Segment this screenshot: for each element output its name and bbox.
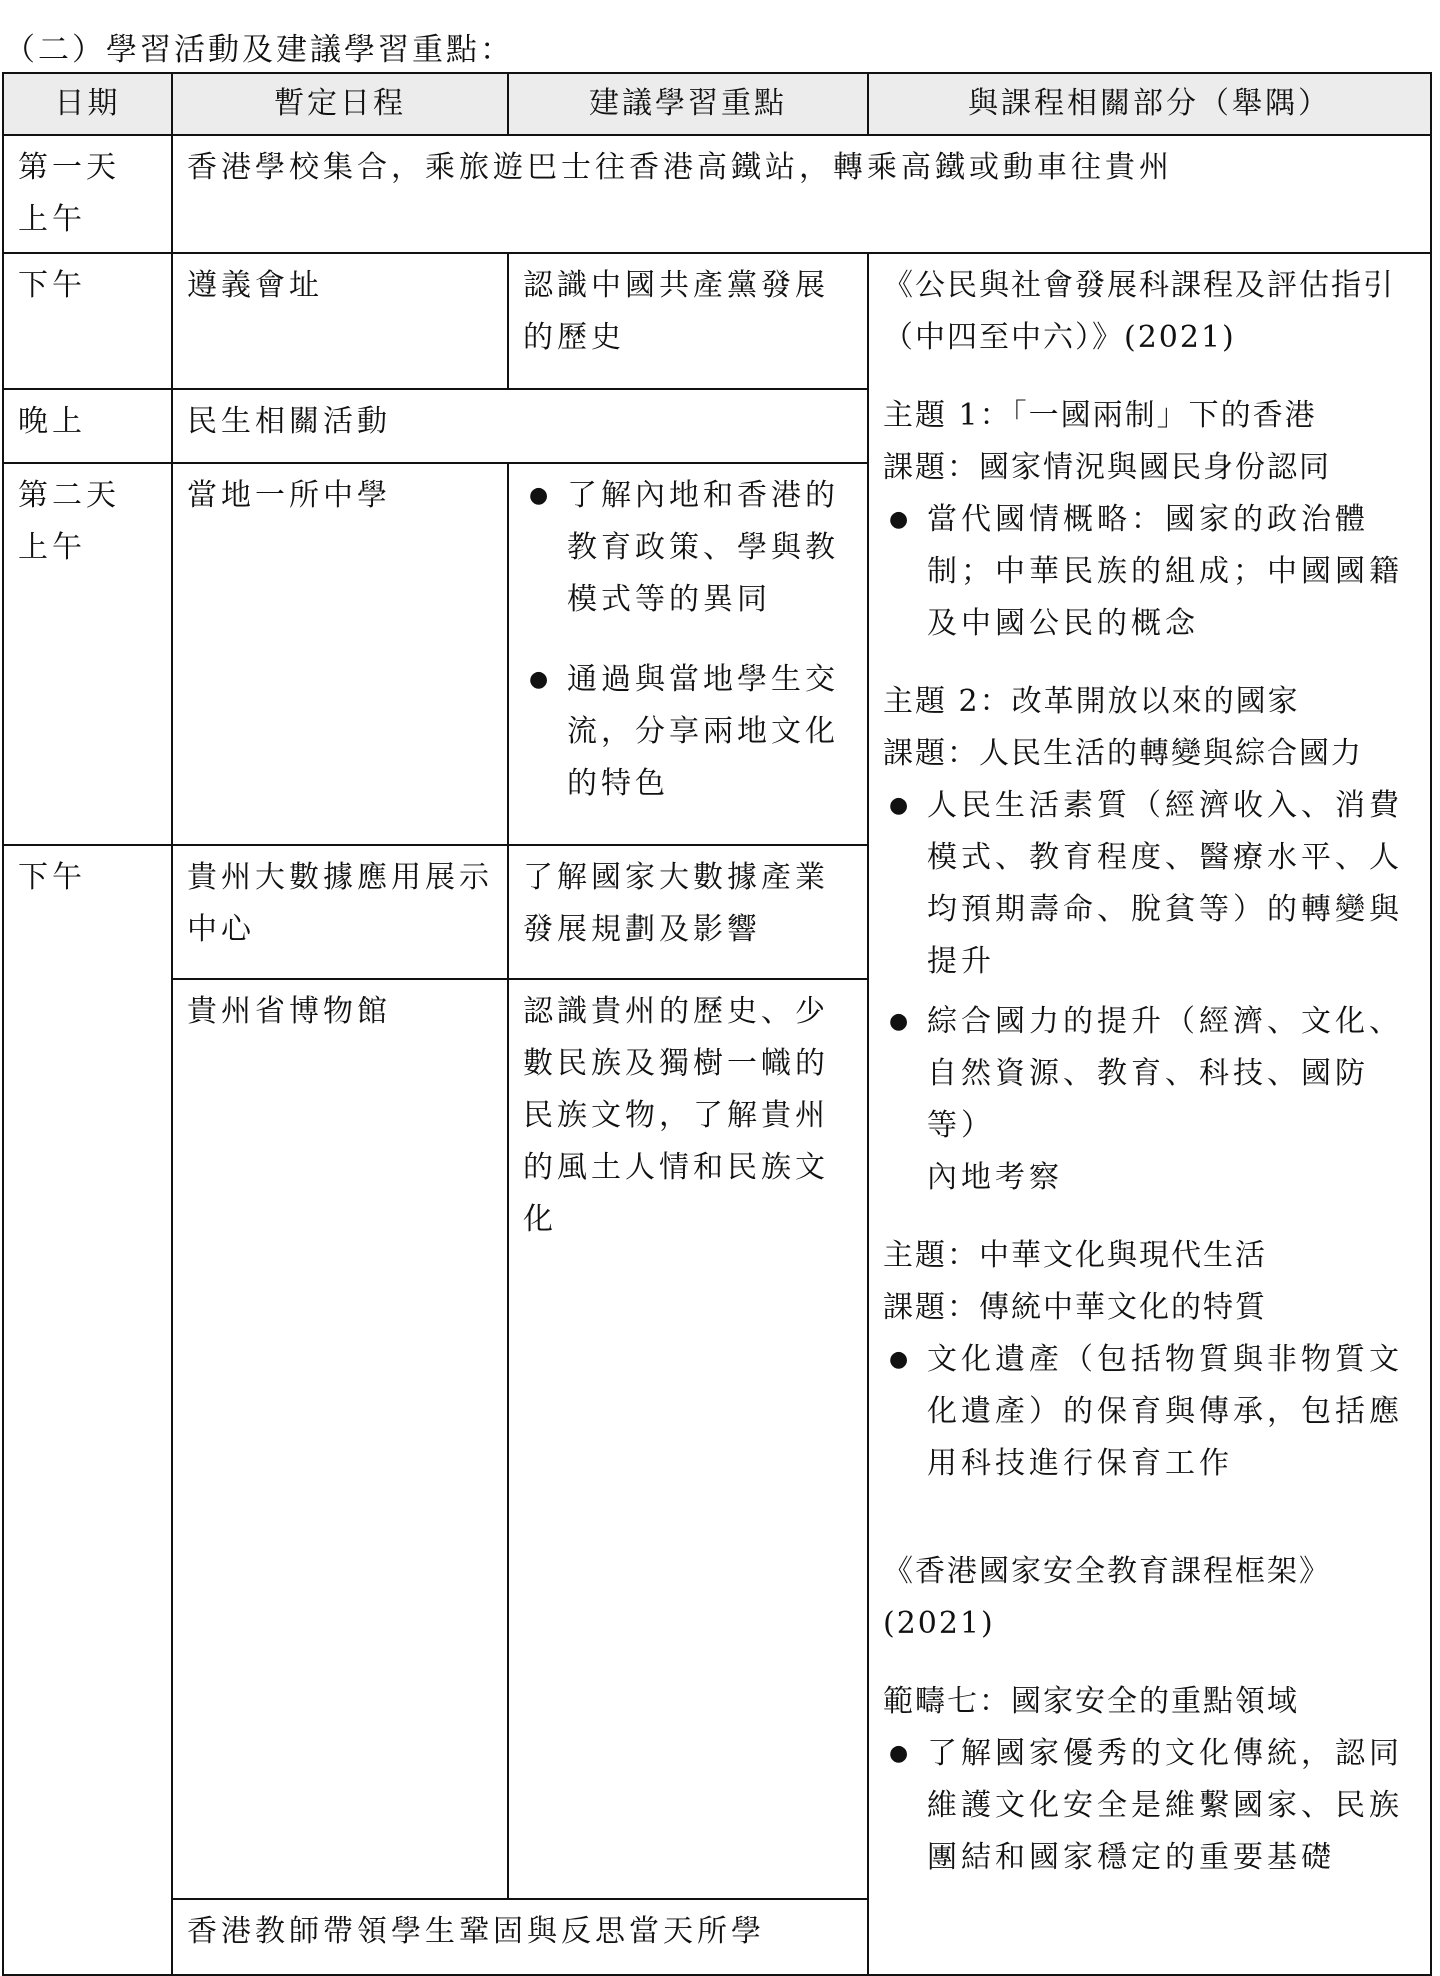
topic2-bullet-list bbox=[883, 780, 1416, 1204]
curriculum-cell bbox=[868, 253, 1431, 1975]
table-row-day1-am bbox=[3, 135, 1431, 253]
topic1-bullet-list bbox=[883, 494, 1416, 650]
schedule-table bbox=[2, 72, 1432, 1976]
topic-heading: 課題：傳統中華文化的特質 bbox=[883, 1290, 1267, 1325]
area-heading: 範疇七：國家安全的重點領域 bbox=[883, 1684, 1299, 1719]
curriculum-theme1-group bbox=[883, 390, 1416, 650]
list-item bbox=[883, 996, 1416, 1204]
date-day: 第二天 bbox=[18, 478, 120, 513]
date-period: 上午 bbox=[18, 202, 86, 237]
bullet-icon: ● bbox=[529, 483, 553, 508]
date-day: 第一天 bbox=[18, 150, 120, 185]
bullet-icon: ● bbox=[529, 667, 553, 692]
theme-heading: 主題 1：「一國兩制」下的香港 bbox=[883, 398, 1317, 433]
bullet-text: 了解內地和香港的教育政策、學與教模式等的異同 bbox=[567, 478, 839, 617]
col-header-schedule: 暫定日程 bbox=[172, 73, 508, 135]
list-item bbox=[523, 470, 853, 626]
focus-cell-day1-pm: 認識中國共產黨發展的歷史 bbox=[508, 253, 868, 389]
bullet-note: 內地考察 bbox=[927, 1160, 1063, 1195]
schedule-cell-day1-eve: 民生相關活動 bbox=[172, 389, 868, 463]
curriculum-area7-group bbox=[883, 1676, 1416, 1884]
col-header-focus: 建議學習重點 bbox=[508, 73, 868, 135]
curriculum-doc2-title-group bbox=[883, 1546, 1416, 1650]
date-period: 上午 bbox=[18, 530, 86, 565]
list-item bbox=[883, 494, 1416, 650]
theme-heading: 主題：中華文化與現代生活 bbox=[883, 1238, 1267, 1273]
bullet-text: 當代國情概略：國家的政治體制；中華民族的組成；中國國籍及中國公民的概念 bbox=[927, 502, 1403, 641]
date-cell-day2-pm: 下午 bbox=[3, 845, 172, 1975]
date-cell-day1-eve: 晚上 bbox=[3, 389, 172, 463]
curriculum-theme3-group bbox=[883, 1230, 1416, 1490]
bullet-text: 綜合國力的提升（經濟、文化、自然資源、教育、科技、國防等） bbox=[927, 1004, 1403, 1143]
schedule-cell-day2-pm-2: 貴州省博物館 bbox=[172, 979, 508, 1899]
focus-cell-day2-am bbox=[508, 463, 868, 845]
focus-bullet-list bbox=[523, 470, 853, 810]
curriculum-theme2-group bbox=[883, 676, 1416, 1204]
bullet-icon: ● bbox=[889, 1741, 913, 1766]
focus-cell-day2-pm-2: 認識貴州的歷史、少數民族及獨樹一幟的民族文物，了解貴州的風土人情和民族文化 bbox=[508, 979, 868, 1899]
curriculum-doc2-year: (2021) bbox=[883, 1606, 995, 1641]
table-header-row bbox=[3, 73, 1431, 135]
page-heading: （二）學習活動及建議學習重點： bbox=[4, 32, 514, 68]
bullet-icon: ● bbox=[889, 793, 913, 818]
topic-heading: 課題：人民生活的轉變與綜合國力 bbox=[883, 736, 1363, 771]
schedule-cell-day2-am: 當地一所中學 bbox=[172, 463, 508, 845]
topic3-bullet-list bbox=[883, 1334, 1416, 1490]
date-cell-day1-pm: 下午 bbox=[3, 253, 172, 389]
area7-bullet-list bbox=[883, 1728, 1416, 1884]
bullet-icon: ● bbox=[889, 1347, 913, 1372]
schedule-cell-day2-pm-3: 香港教師帶領學生鞏固與反思當天所學 bbox=[172, 1899, 1431, 1975]
table-row-day2-pm-3 bbox=[3, 1899, 1431, 1975]
list-item bbox=[883, 1334, 1416, 1490]
bullet-text: 通過與當地學生交流，分享兩地文化的特色 bbox=[567, 662, 839, 801]
list-item bbox=[883, 780, 1416, 988]
col-header-date: 日期 bbox=[3, 73, 172, 135]
curriculum-doc2-title: 《香港國家安全教育課程框架》 bbox=[883, 1554, 1331, 1589]
date-cell-day1-am bbox=[3, 135, 172, 253]
list-item bbox=[523, 654, 853, 810]
theme-heading: 主題 2：改革開放以來的國家 bbox=[883, 684, 1300, 719]
bullet-text: 人民生活素質（經濟收入、消費模式、教育程度、醫療水平、人均預期壽命、脫貧等）的轉變與提升 bbox=[927, 788, 1403, 979]
date-cell-day2-am bbox=[3, 463, 172, 845]
schedule-cell-day1-pm: 遵義會址 bbox=[172, 253, 508, 389]
curriculum-doc1-title: 《公民與社會發展科課程及評估指引（中四至中六）》(2021) bbox=[883, 268, 1395, 355]
list-item bbox=[883, 1728, 1416, 1884]
schedule-cell-day1-am: 香港學校集合，乘旅遊巴士往香港高鐵站，轉乘高鐵或動車往貴州 bbox=[172, 135, 1431, 253]
bullet-text: 了解國家優秀的文化傳統，認同維護文化安全是維繫國家、民族團結和國家穩定的重要基礎 bbox=[927, 1736, 1403, 1875]
topic-heading: 課題：國家情況與國民身份認同 bbox=[883, 450, 1331, 485]
col-header-curriculum: 與課程相關部分（舉隅） bbox=[868, 73, 1431, 135]
bullet-icon: ● bbox=[889, 1009, 913, 1034]
schedule-cell-day2-pm-1: 貴州大數據應用展示中心 bbox=[172, 845, 508, 979]
bullet-icon: ● bbox=[889, 507, 913, 532]
table-row-day1-pm bbox=[3, 253, 1431, 389]
focus-cell-day2-pm-1: 了解國家大數據產業發展規劃及影響 bbox=[508, 845, 868, 979]
bullet-text: 文化遺產（包括物質與非物質文化遺產）的保育與傳承，包括應用科技進行保育工作 bbox=[927, 1342, 1403, 1481]
